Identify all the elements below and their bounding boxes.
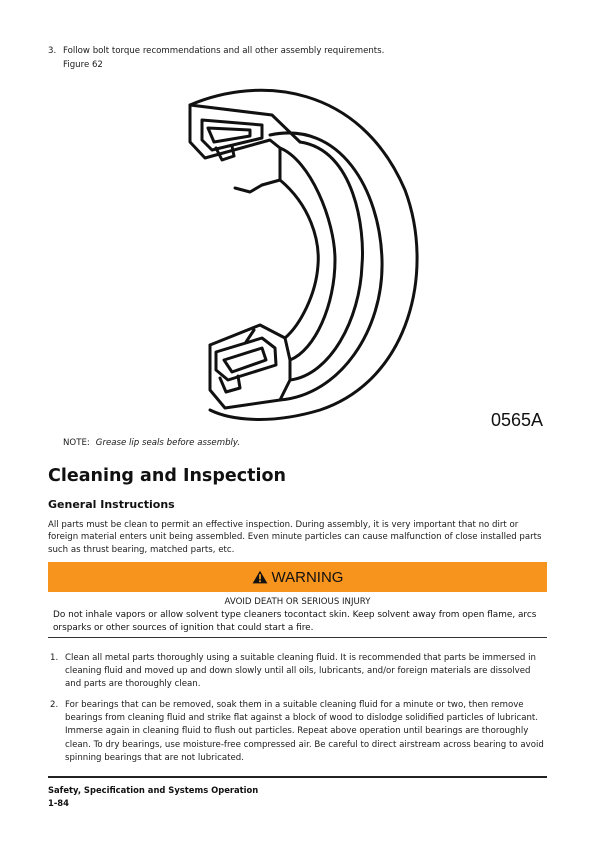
list-item-text: For bearings that can be removed, soak them in a suitable cleaning fluid for a minute or two, then remove bearings from cleaning fluid and strike flat against a block of wood to dislodge solidified particles of lubricant. Immerse again in cleaning fluid to flush out particles. Repeat above operation until bearings are thoroughly clean. To dry bearings, use moisture-free compressed air. Be careful to direct airstream across bearing to avoid spinning bearings that are not lubricated. — [65, 700, 544, 763]
note-text: Grease lip seals before assembly. — [95, 438, 241, 448]
intro-paragraph: All parts must be clean to permit an effective inspection. During assembly, it is very important that no dirt or foreign material enters unit being assembled. Even minute particles can cause malfunction of close installed parts such as thrust bearing, matched parts, etc. — [48, 520, 542, 555]
list-item-text: Clean all metal parts thoroughly using a suitable cleaning fluid. It is recommended that parts be immersed in cleaning fluid and moved up and down slowly until all oils, lubricants, and/or foreign materials are dissolved and parts are thoroughly clean. — [65, 653, 536, 690]
warning-triangle-icon — [252, 570, 268, 584]
cleaning-steps — [48, 652, 548, 773]
section-title: Cleaning and Inspection — [48, 466, 286, 486]
warning-divider — [48, 637, 547, 638]
step-text: Follow bolt torque recommendations and all other assembly requirements. — [63, 46, 385, 56]
warning-body: Do not inhale vapors or allow solvent type cleaners tocontact skin. Keep solvent away from open flame, arcs orsparks or other sources of ignition that could start a fire. — [53, 610, 537, 633]
list-item — [48, 652, 548, 691]
figure-caption: Figure 62 — [63, 60, 103, 70]
step-number: 3. — [48, 46, 57, 56]
footer-divider — [48, 776, 547, 778]
section-subtitle: General Instructions — [48, 498, 175, 511]
bearing-seal-illustration — [150, 80, 460, 425]
list-item-number: 1. — [50, 653, 59, 663]
list-item-number: 2. — [50, 700, 59, 711]
footer-section: Safety, Specification and Systems Operation — [48, 785, 259, 795]
warning-title-row — [48, 562, 547, 592]
note-label: NOTE: — [63, 438, 90, 448]
warning-banner — [48, 562, 547, 592]
list-item — [48, 699, 548, 764]
page-number: 1-84 — [48, 798, 69, 808]
note — [63, 438, 240, 448]
warning-title: WARNING — [271, 568, 344, 586]
warning-subtitle: AVOID DEATH OR SERIOUS INJURY — [224, 597, 371, 607]
figure-id-label: 0565A — [491, 410, 544, 430]
